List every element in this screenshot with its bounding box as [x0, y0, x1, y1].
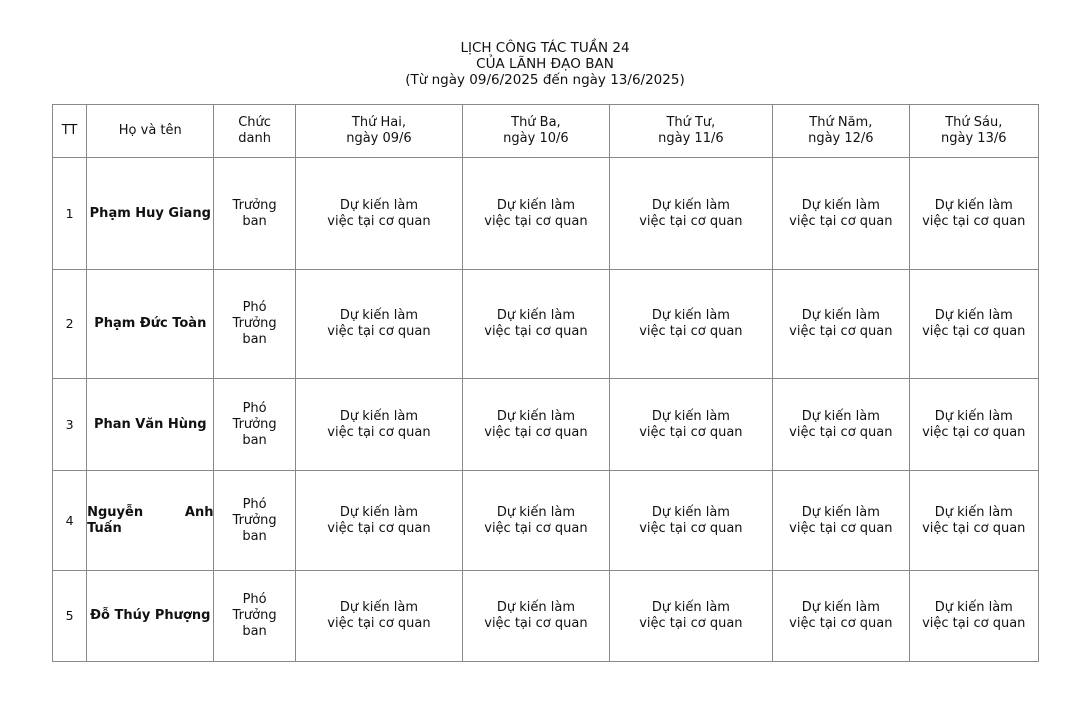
title-line-1: LỊCH CÔNG TÁC TUẦN 24	[460, 40, 630, 56]
table-row	[53, 270, 1039, 379]
table-row	[53, 471, 1039, 571]
schedule-cell: Dự kiến làm việc tại cơ quan	[463, 571, 609, 662]
document-title	[0, 40, 1080, 88]
row-number: 3	[53, 379, 87, 471]
schedule-cell: Dự kiến làm việc tại cơ quan	[909, 471, 1038, 571]
person-name: Phan Văn Hùng	[87, 379, 214, 471]
schedule-cell: Dự kiến làm việc tại cơ quan	[773, 379, 909, 471]
schedule-cell: Dự kiến làm việc tại cơ quan	[773, 571, 909, 662]
row-number: 1	[53, 158, 87, 270]
table-row	[53, 158, 1039, 270]
table-row	[53, 379, 1039, 471]
schedule-cell: Dự kiến làm việc tại cơ quan	[295, 471, 463, 571]
schedule-cell: Dự kiến làm việc tại cơ quan	[295, 158, 463, 270]
schedule-cell: Dự kiến làm việc tại cơ quan	[773, 158, 909, 270]
person-name	[87, 471, 214, 571]
schedule-cell: Dự kiến làm việc tại cơ quan	[295, 571, 463, 662]
schedule-cell: Dự kiến làm việc tại cơ quan	[773, 471, 909, 571]
header-role: Chức danh	[214, 105, 295, 158]
schedule-cell: Dự kiến làm việc tại cơ quan	[773, 270, 909, 379]
row-number: 4	[53, 471, 87, 571]
schedule-cell: Dự kiến làm việc tại cơ quan	[463, 471, 609, 571]
schedule-cell: Dự kiến làm việc tại cơ quan	[463, 379, 609, 471]
header-tt: TT	[53, 105, 87, 158]
person-name: Đỗ Thúy Phượng	[87, 571, 214, 662]
header-day-fri: Thứ Sáu, ngày 13/6	[909, 105, 1038, 158]
person-name: Phạm Huy Giang	[87, 158, 214, 270]
person-role: Phó Trưởng ban	[214, 571, 295, 662]
person-role: Trưởng ban	[214, 158, 295, 270]
title-line-2: CỦA LÃNH ĐẠO BAN	[476, 56, 614, 72]
person-name-line-1	[87, 505, 213, 521]
person-name: Phạm Đức Toàn	[87, 270, 214, 379]
person-role: Phó Trưởng ban	[214, 270, 295, 379]
schedule-cell: Dự kiến làm việc tại cơ quan	[463, 158, 609, 270]
schedule-cell: Dự kiến làm việc tại cơ quan	[909, 158, 1038, 270]
header-day-mon: Thứ Hai, ngày 09/6	[295, 105, 463, 158]
row-number: 5	[53, 571, 87, 662]
header-row	[53, 105, 1039, 158]
header-day-tue: Thứ Ba, ngày 10/6	[463, 105, 609, 158]
header-name: Họ và tên	[87, 105, 214, 158]
header-day-thu: Thứ Năm, ngày 12/6	[773, 105, 909, 158]
person-name-line-2: Tuấn	[87, 520, 122, 536]
schedule-table	[52, 104, 1039, 662]
title-line-3: (Từ ngày 09/6/2025 đến ngày 13/6/2025)	[405, 72, 685, 88]
schedule-cell: Dự kiến làm việc tại cơ quan	[463, 270, 609, 379]
schedule-cell: Dự kiến làm việc tại cơ quan	[609, 571, 772, 662]
schedule-cell: Dự kiến làm việc tại cơ quan	[609, 471, 772, 571]
schedule-cell: Dự kiến làm việc tại cơ quan	[909, 379, 1038, 471]
header-day-wed: Thứ Tư, ngày 11/6	[609, 105, 772, 158]
table-row	[53, 571, 1039, 662]
schedule-cell: Dự kiến làm việc tại cơ quan	[909, 270, 1038, 379]
schedule-cell: Dự kiến làm việc tại cơ quan	[295, 379, 463, 471]
person-name-part: Anh	[184, 504, 214, 520]
person-role: Phó Trưởng ban	[214, 379, 295, 471]
schedule-cell: Dự kiến làm việc tại cơ quan	[609, 158, 772, 270]
person-role: Phó Trưởng ban	[214, 471, 295, 571]
schedule-cell: Dự kiến làm việc tại cơ quan	[909, 571, 1038, 662]
schedule-cell: Dự kiến làm việc tại cơ quan	[609, 270, 772, 379]
row-number: 2	[53, 270, 87, 379]
schedule-cell: Dự kiến làm việc tại cơ quan	[295, 270, 463, 379]
person-name-part: Nguyễn	[87, 504, 144, 520]
schedule-cell: Dự kiến làm việc tại cơ quan	[609, 379, 772, 471]
